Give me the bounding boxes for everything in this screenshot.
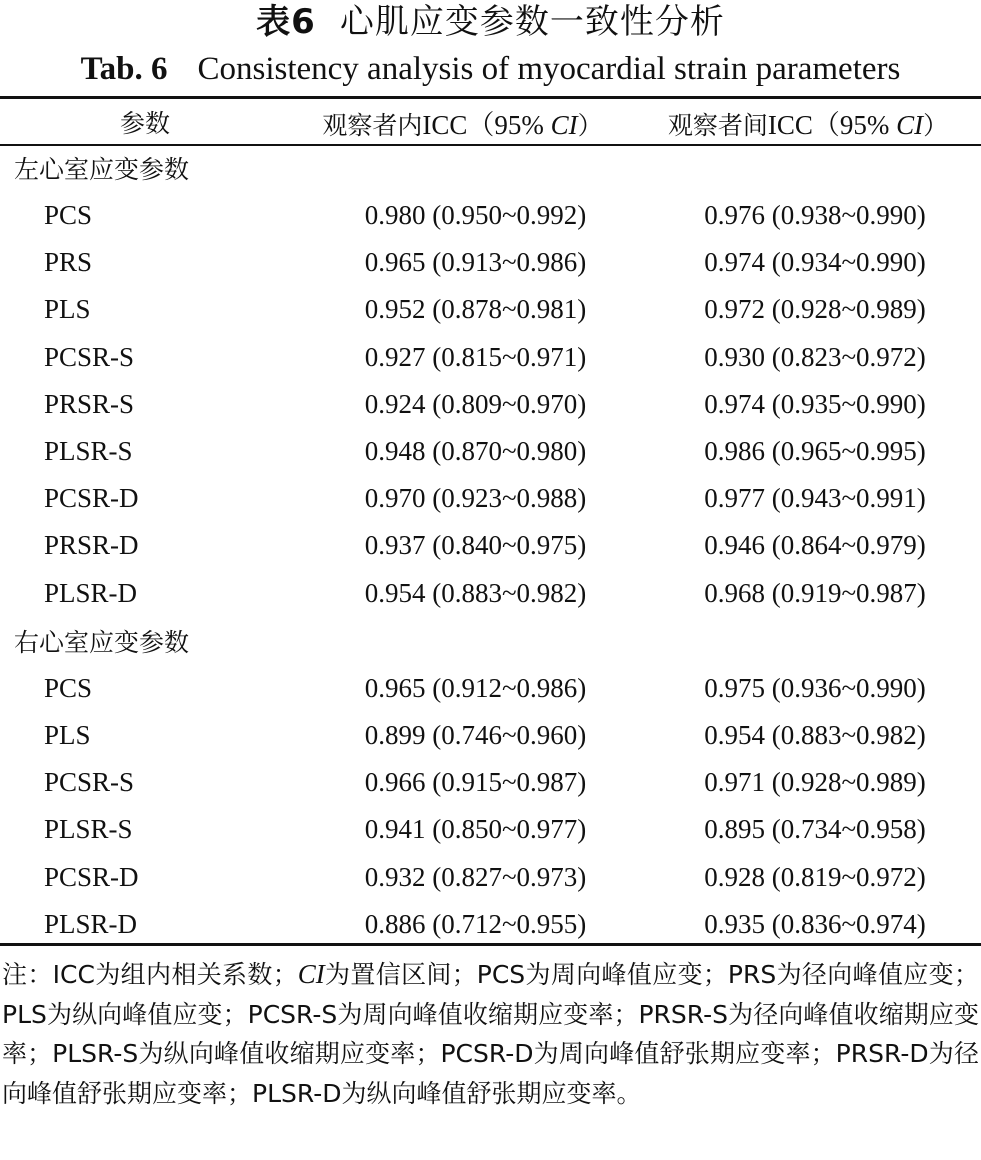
inter-observer-cell: 0.946 (0.864~0.979) (704, 530, 926, 561)
table-row (0, 381, 981, 428)
intra-observer-cell: 0.948 (0.870~0.980) (364, 436, 587, 467)
group-row (0, 144, 981, 192)
footnote-prefix: 注：ICC为组内相关系数； (2, 960, 298, 989)
inter-observer-cell: 0.976 (0.938~0.990) (704, 200, 926, 231)
inter-observer-cell: 0.968 (0.919~0.987) (704, 577, 926, 608)
table-title-cn (0, 0, 981, 44)
intra-observer-cell: 0.954 (0.883~0.982) (364, 577, 587, 608)
table-row (0, 192, 981, 239)
inter-observer-cell: 0.986 (0.965~0.995) (704, 436, 926, 467)
table-row (0, 759, 981, 806)
intra-observer-cell: 0.924 (0.809~0.970) (364, 388, 587, 419)
table-title-cn-text: 心肌应变参数一致性分析 (339, 2, 725, 42)
table-row (0, 853, 981, 900)
consistency-table (0, 100, 981, 948)
inter-observer-cell: 0.954 (0.883~0.982) (704, 719, 926, 750)
table-row (0, 428, 981, 475)
param-name-cell: PLSR-S (44, 814, 133, 845)
table-row (0, 712, 981, 759)
intra-observer-cell: 0.965 (0.913~0.986) (364, 247, 587, 278)
group-row (0, 617, 981, 665)
header-inter-observer: 观察者间ICC（95% CI） (667, 109, 949, 140)
intra-observer-cell: 0.932 (0.827~0.973) (364, 861, 587, 892)
intra-observer-cell: 0.965 (0.912~0.986) (364, 672, 587, 703)
param-name-cell: PRSR-S (44, 388, 135, 419)
intra-observer-cell: 0.927 (0.815~0.971) (364, 341, 587, 372)
footnote-rest: 为置信区间；PCS为周向峰值应变；PRS为径向峰值应变；PLS为纵向峰值应变；PCSR-S为周向峰值收缩期应变率；PRSR-S为径向峰值收缩期应变率；PLSR-S为纵向峰值收缩期应变率；PCSR-D为周向峰值舒张期应变率；PRSR-D为径向峰值舒张期应变率；PLSR-D为纵向峰值舒张期应变率。 (2, 960, 979, 1108)
table-row (0, 665, 981, 712)
intra-observer-cell: 0.980 (0.950~0.992) (364, 200, 587, 231)
inter-observer-cell: 0.974 (0.935~0.990) (704, 388, 926, 419)
table-number-cn: 表6 (256, 2, 316, 42)
table-row (0, 806, 981, 853)
param-name-cell: PCSR-S (44, 767, 135, 798)
table-title-en-text: Consistency analysis of myocardial strain parameters (197, 51, 901, 87)
intra-observer-cell: 0.899 (0.746~0.960) (364, 719, 587, 750)
param-name-cell: PCSR-D (44, 861, 139, 892)
inter-observer-cell: 0.974 (0.934~0.990) (704, 247, 926, 278)
table-row (0, 475, 981, 522)
param-name-cell: PCSR-S (44, 341, 135, 372)
inter-observer-cell: 0.975 (0.936~0.990) (704, 672, 926, 703)
inter-observer-cell: 0.930 (0.823~0.972) (704, 341, 926, 372)
param-name-cell: PLSR-D (44, 908, 138, 939)
table-title-en (0, 48, 981, 90)
intra-observer-cell: 0.966 (0.915~0.987) (364, 767, 587, 798)
table-footnote (2, 955, 979, 1113)
intra-observer-cell: 0.941 (0.850~0.977) (364, 814, 587, 845)
inter-observer-cell: 0.972 (0.928~0.989) (704, 294, 926, 325)
param-name-cell: PRS (44, 247, 93, 278)
intra-observer-cell: 0.970 (0.923~0.988) (364, 483, 587, 514)
header-intra-observer: 观察者内ICC（95% CI） (322, 109, 603, 140)
table-header-row (0, 100, 981, 144)
param-name-cell: PLS (44, 294, 91, 325)
top-rule (0, 96, 981, 99)
footnote-ci: CI (297, 959, 325, 989)
inter-observer-cell: 0.928 (0.819~0.972) (704, 861, 926, 892)
inter-observer-cell: 0.977 (0.943~0.991) (704, 483, 926, 514)
param-name-cell: PLS (44, 719, 91, 750)
table-row (0, 901, 981, 948)
param-name-cell: PLSR-D (44, 577, 138, 608)
param-name-cell: PLSR-S (44, 436, 133, 467)
table-row (0, 522, 981, 569)
param-name-cell: PCS (44, 200, 93, 231)
intra-observer-cell: 0.952 (0.878~0.981) (364, 294, 587, 325)
table-row (0, 239, 981, 286)
table-row (0, 570, 981, 617)
inter-observer-cell: 0.971 (0.928~0.989) (704, 767, 926, 798)
table-body (0, 144, 981, 948)
inter-observer-cell: 0.935 (0.836~0.974) (704, 908, 926, 939)
table-row (0, 286, 981, 333)
intra-observer-cell: 0.937 (0.840~0.975) (364, 530, 587, 561)
group-label: 左心室应变参数 (14, 155, 190, 184)
param-name-cell: PCS (44, 672, 93, 703)
intra-observer-cell: 0.886 (0.712~0.955) (364, 908, 587, 939)
param-name-cell: PRSR-D (44, 530, 139, 561)
table-number-en: Tab. 6 (80, 51, 168, 87)
param-name-cell: PCSR-D (44, 483, 139, 514)
table-row (0, 334, 981, 381)
header-param: 参数 (119, 109, 170, 138)
inter-observer-cell: 0.895 (0.734~0.958) (704, 814, 926, 845)
group-label: 右心室应变参数 (14, 627, 190, 657)
